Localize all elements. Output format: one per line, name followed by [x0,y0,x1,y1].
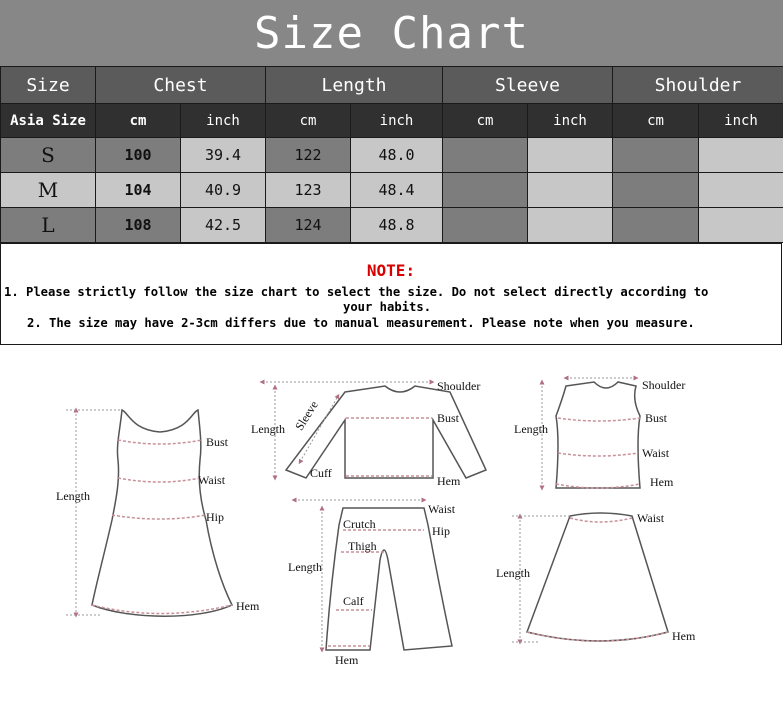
shoulder-cm-cell [613,138,699,173]
unit-shoulder-cm: cm [613,104,699,138]
size-cell: M [1,173,96,208]
skirt-diagram [496,511,696,643]
top-outline [286,386,486,478]
dress-hem-label: Hem [236,599,260,613]
top-sleeve-label: Sleeve [292,398,321,433]
length-inch-cell: 48.0 [351,138,443,173]
table-row [1,208,783,243]
sleeve-cm-cell [443,138,528,173]
shoulder-cm-cell [613,173,699,208]
sleeve-inch-cell [528,208,613,243]
length-cm-cell: 122 [266,138,351,173]
table-row [1,173,783,208]
skirt-hem-label: Hem [672,629,696,643]
top-cuff-label: Cuff [310,466,332,480]
table-row [1,138,783,173]
note-line-2: 2. The size may have 2-3cm differs due to manual measurement. Please note when you measure. [27,316,695,330]
dress-hip-label: Hip [206,510,224,524]
shoulder-inch-cell [699,173,783,208]
unit-chest-cm: cm [96,104,181,138]
header-sleeve: Sleeve [443,67,613,104]
skirt-outline [527,513,668,641]
vest-outline [556,382,640,488]
unit-row [1,104,783,138]
pants-thigh-label: Thigh [348,539,377,553]
size-cell: L [1,208,96,243]
shoulder-inch-cell [699,138,783,173]
header-chest: Chest [96,67,266,104]
measurement-diagrams [0,345,783,702]
skirt-waist-label: Waist [637,511,665,525]
vest-diagram [514,378,685,489]
unit-asia-size: Asia Size [1,104,96,138]
shoulder-cm-cell [613,208,699,243]
top-diagram [251,379,486,488]
pants-waist-label: Waist [428,502,456,516]
pants-hem-label: Hem [335,653,359,667]
length-cm-cell: 124 [266,208,351,243]
note-heading: NOTE: [366,261,416,280]
chest-inch-cell: 40.9 [181,173,266,208]
top-hem-label: Hem [437,474,461,488]
dress-length-label: Length [56,489,90,503]
header-shoulder: Shoulder [613,67,783,104]
chest-cm-cell: 108 [96,208,181,243]
vest-shoulder-label: Shoulder [642,378,686,392]
header-row [1,67,783,104]
pants-calf-label: Calf [343,594,364,608]
note-line-1-cont: your habits. [343,300,432,314]
page-title: Size Chart [254,7,529,59]
sleeve-cm-cell [443,208,528,243]
unit-length-inch: inch [351,104,443,138]
chest-cm-cell: 104 [96,173,181,208]
top-bust-label: Bust [437,411,460,425]
skirt-length-label: Length [496,566,530,580]
shoulder-inch-cell [699,208,783,243]
vest-bust-label: Bust [645,411,668,425]
sleeve-cm-cell [443,173,528,208]
pants-crutch-label: Crutch [343,517,376,531]
length-inch-cell: 48.8 [351,208,443,243]
sleeve-inch-cell [528,138,613,173]
unit-sleeve-inch: inch [528,104,613,138]
chest-inch-cell: 39.4 [181,138,266,173]
header-length: Length [266,67,443,104]
title-bar [0,0,783,66]
pants-length-label: Length [288,560,322,574]
sleeve-inch-cell [528,173,613,208]
vest-length-label: Length [514,422,548,436]
unit-sleeve-cm: cm [443,104,528,138]
size-cell: S [1,138,96,173]
header-size: Size [1,67,96,104]
unit-length-cm: cm [266,104,351,138]
pants-diagram [288,500,456,667]
chest-inch-cell: 42.5 [181,208,266,243]
vest-waist-label: Waist [642,446,670,460]
top-length-label: Length [251,422,285,436]
unit-shoulder-inch: inch [699,104,783,138]
top-shoulder-label: Shoulder [437,379,481,393]
length-inch-cell: 48.4 [351,173,443,208]
dress-diagram [56,410,260,616]
dress-waist-label: Waist [198,473,226,487]
unit-chest-inch: inch [181,104,266,138]
notes-box [0,243,782,345]
chest-cm-cell: 100 [96,138,181,173]
pants-hip-label: Hip [432,524,450,538]
note-line-1: 1. Please strictly follow the size chart to select the size. Do not select directly according to [4,285,709,299]
vest-hem-label: Hem [650,475,674,489]
dress-bust-label: Bust [206,435,229,449]
size-table [0,66,783,243]
length-cm-cell: 123 [266,173,351,208]
